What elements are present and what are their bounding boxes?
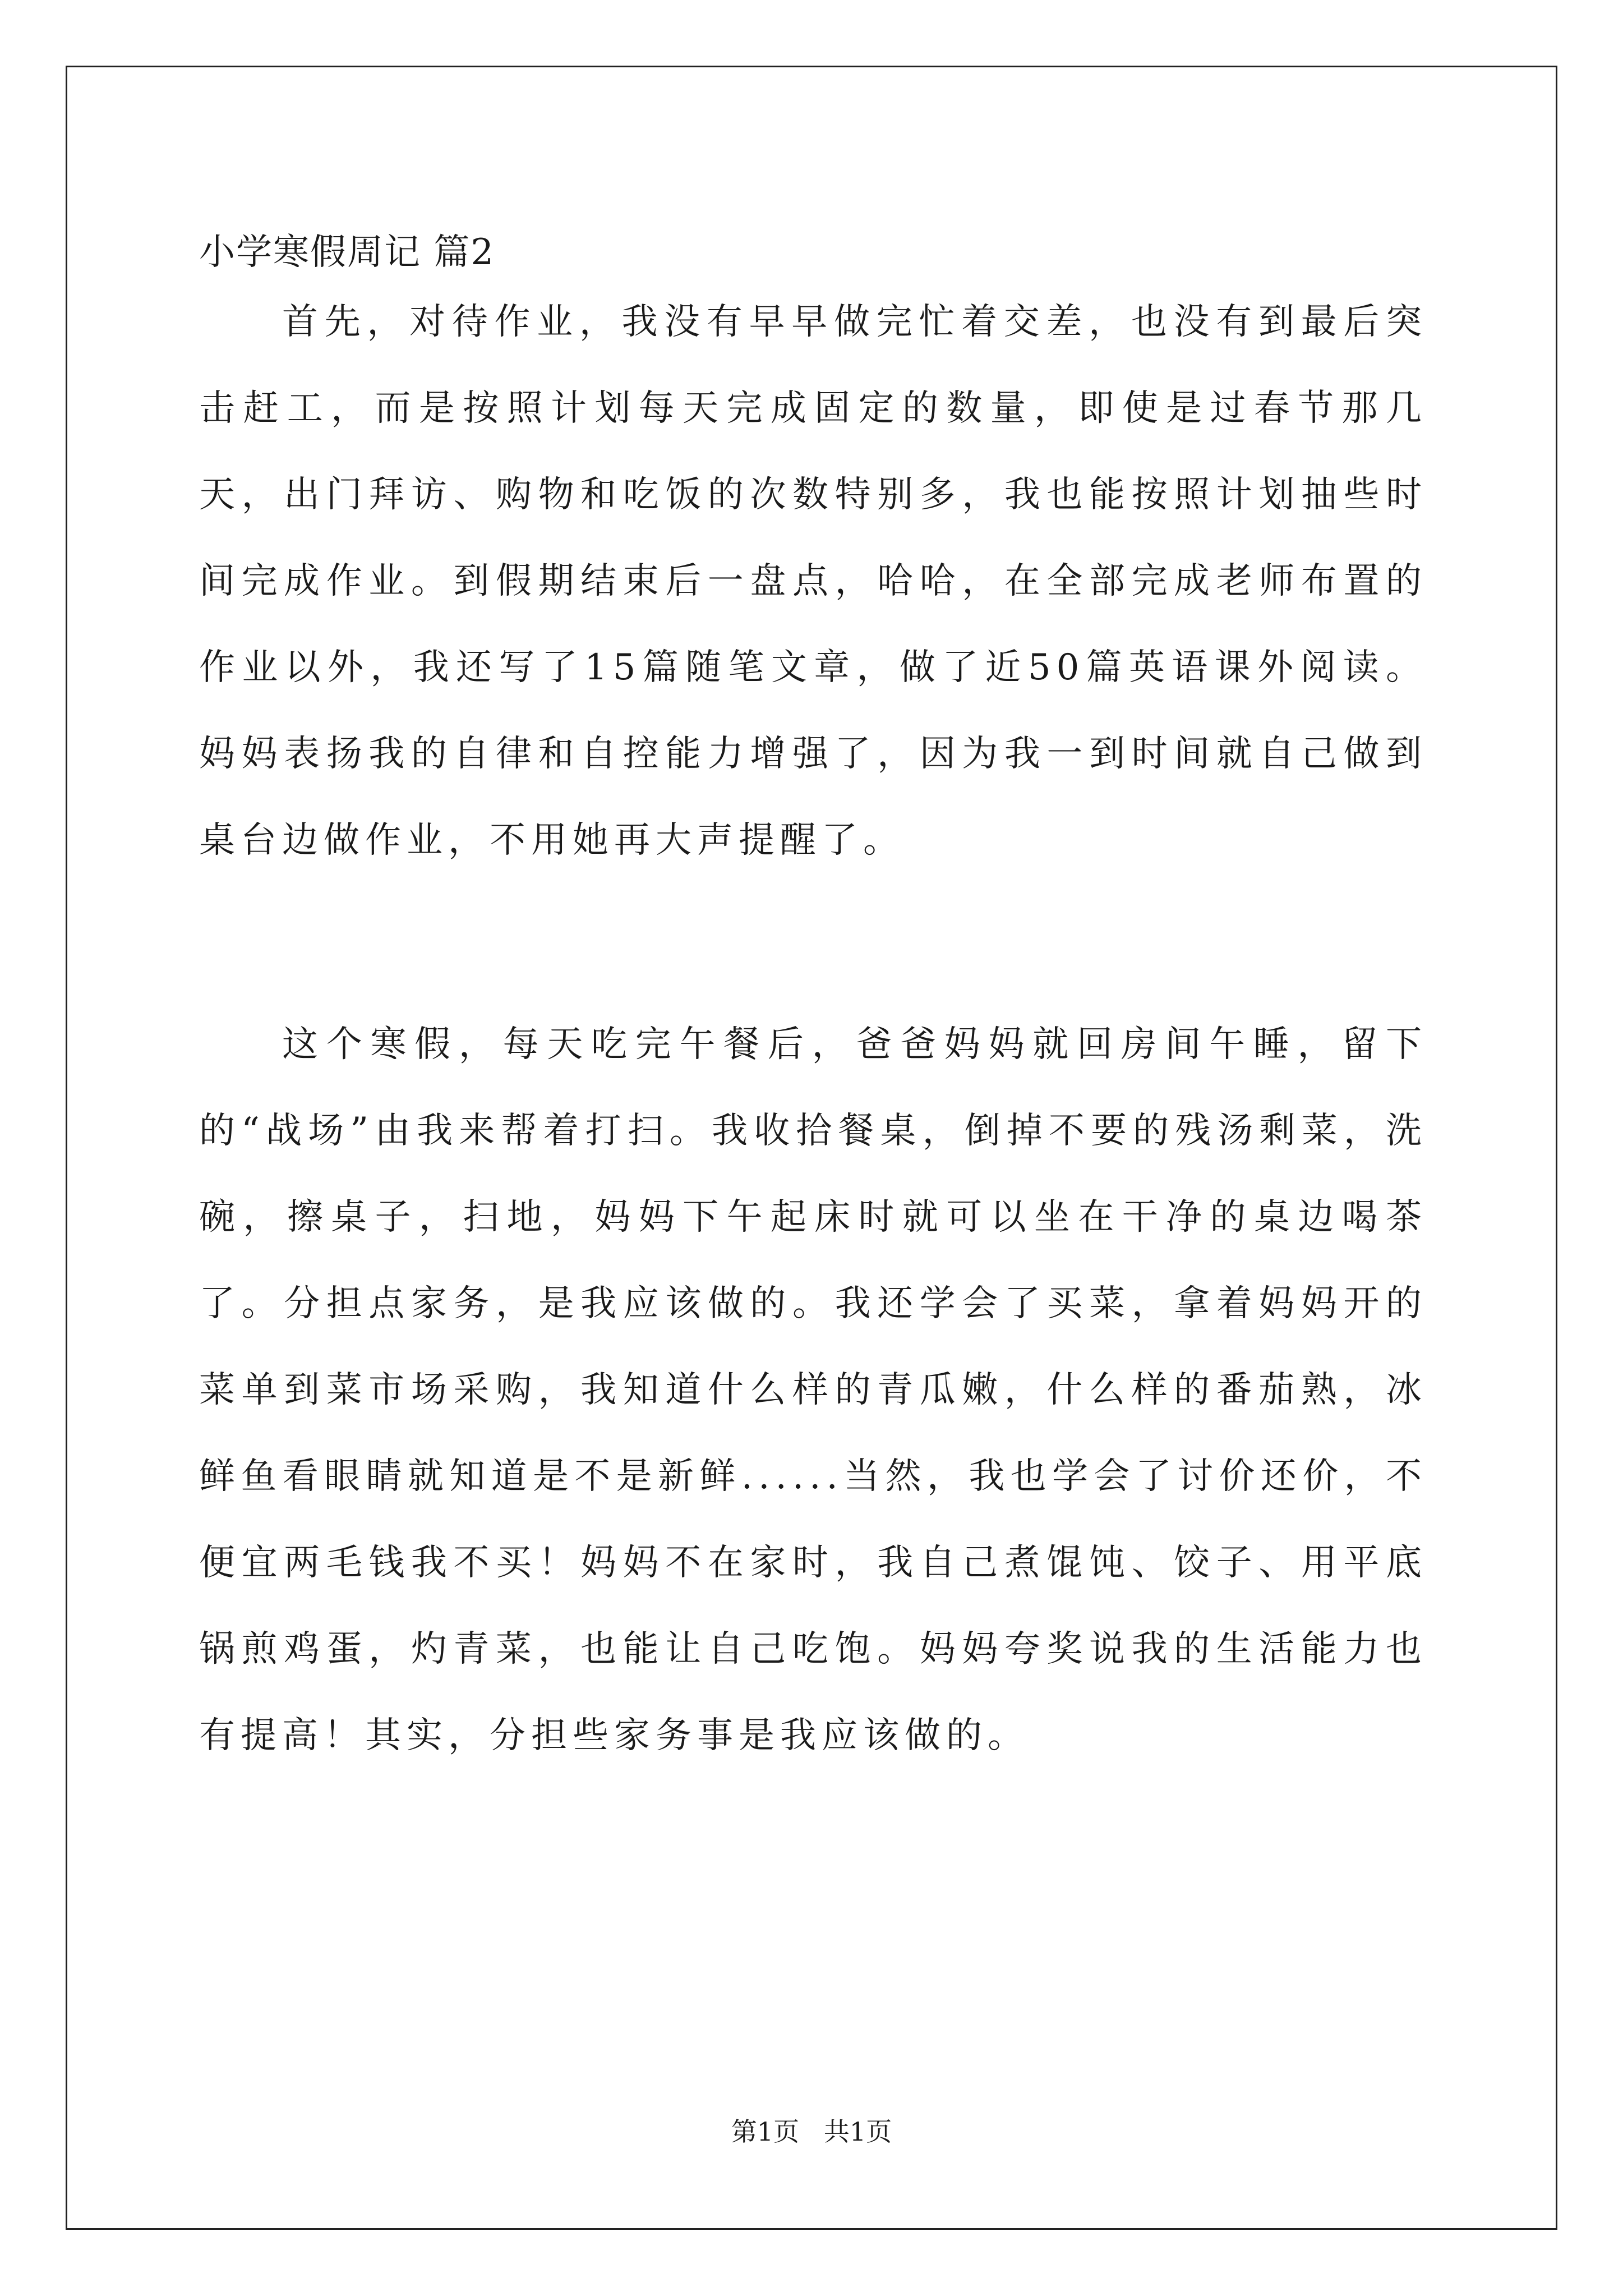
document-title: 小学寒假周记 篇2: [199, 232, 495, 273]
paragraph-2: 这个寒假，每天吃完午餐后，爸爸妈妈就回房间午睡，留下的“战场”由我来帮着打扫。我收拾餐桌，倒掉不要的残汤剩菜，洗碗，擦桌子，扫地，妈妈下午起床时就可以坐在干净的桌边喝茶了。分担点家务，是我应该做的。我还学会了买菜，拿着妈妈开的菜单到菜市场采购，我知道什么样的青瓜嫩，什么样的番茄熟，冰鲜鱼看眼睛就知道是不是新鲜......当然，我也学会了讨价还价，不便宜两毛钱我不买！妈妈不在家时，我自己煮馄饨、饺子、用平底锅煎鸡蛋，灼青菜，也能让自己吃饱。妈妈夸奖说我的生活能力也有提高！其实，分担些家务事是我应该做的。: [199, 1024, 1427, 1756]
paragraph-1: 首先，对待作业，我没有早早做完忙着交差，也没有到最后突击赶工，而是按照计划每天完成固定的数量，即使是过春节那几天，出门拜访、购物和吃饭的次数特别多，我也能按照计划抽些时间完成作业。到假期结束后一盘点，哈哈，在全部完成老师布置的作业以外，我还写了15篇随笔文章，做了近50篇英语课外阅读。妈妈表扬我的自律和自控能力增强了，因为我一到时间就自己做到桌台边做作业，不用她再大声提醒了。: [199, 301, 1427, 861]
page-number-footer: 第1页 共1页: [731, 2116, 892, 2147]
